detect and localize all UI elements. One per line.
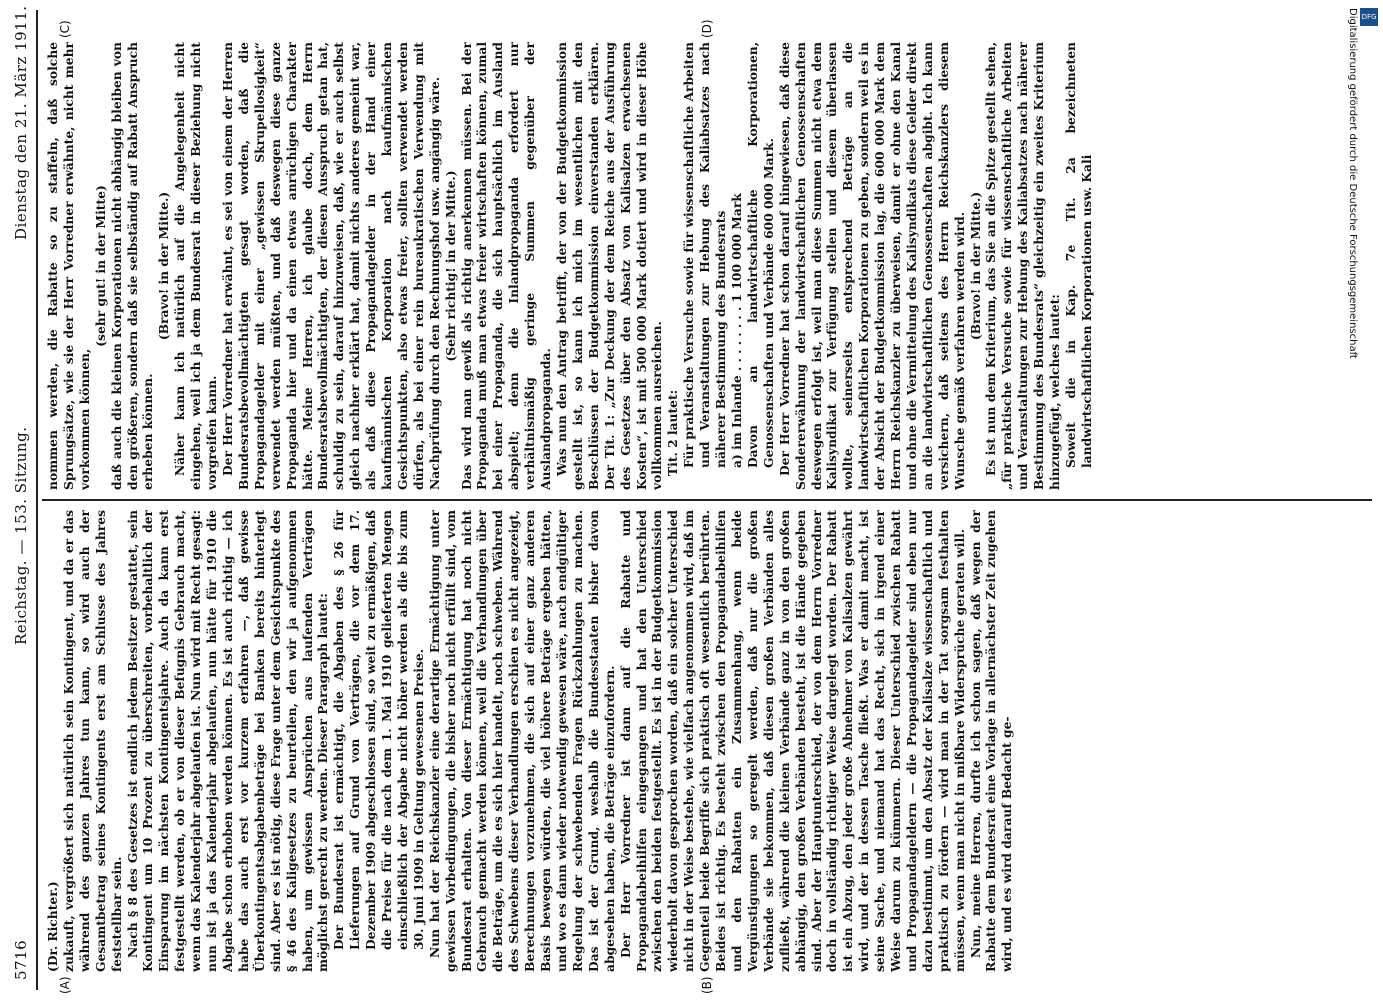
dfg-logo: DFG	[1360, 8, 1378, 26]
header-title-left: Reichstag. — 153. Sitzung.	[12, 426, 30, 645]
right-paragraph: (Bravo! in der Mitte.)	[156, 191, 172, 341]
left-paragraph: Nun, meine Herren, durfte ich schon sagen, daß wegen der Rabatte dem Bundesrat eine Vorlage in allernächster Zeit zugehen wird, und es wird darauf Bedacht ge-	[967, 510, 1015, 972]
right-paragraph: a) im Inlande . . . . . . . . 1 100 000 Mark	[728, 193, 744, 468]
column-divider	[42, 499, 1372, 501]
left-paragraph: Der Bundesrat ist ermächtigt, die Abgaben des § 26 für Lieferungen auf Grund von Verträgen, die vor dem 17. Dezember 1909 abgeschlossen sind, so weit zu ermäßigen, daß die Preise für die nach dem 1. Mai 1910 gelieferten Mengen einschließlich der Abgabe nicht höher werden als die bis zum 30. Juni 1909 in Geltung gewesenen Preise.	[331, 510, 426, 950]
right-paragraph: Tit. 2 lautet:	[665, 389, 681, 476]
right-paragraph: Der Herr Vorredner hat erwähnt, es sei von einem der Herren Bundesratsbevollmächtigten gesagt worden, daß die Propagandagelder mit einer „gewissen Skrupellosigkeit“ verwendet werden müßten, und daß deswegen diese ganze Propaganda hier und da einen etwas anrüchigen Charakter hätte. Meine Herren, ich glaube doch, dem Herrn Bundesratsbevollmächtigten, der diesen Ausspruch getan hat, schuldig zu sein, darauf hinzuweisen, daß, wie er auch selbst gleich nachher erklärt hat, damit nichts anderes gemeint war, als daß diese Propagandagelder in der Hand einer kaufmännischen Korporation nach kaufmännischen Gesichtspunkten, also etwas freier, sollten verwendet werden dürfen, als bei einer rein bureaukratischen Verwendung mit Nachprüfung durch den Rechnungshof usw. angängig wäre.	[219, 42, 442, 490]
left-paragraph: zukauft, vergrößert sich natürlich sein Kontingent, und da er das während des ganzen Jahres tun kann, so wird auch der Gesamtbetrag seines Kontingents erst am Schlusse des Jahres feststellbar sein.	[60, 510, 124, 972]
right-paragraph: Davon an landwirtschaftliche Korporationen, Genossenschaften und Verbände 600 000 Mark.	[744, 42, 776, 468]
left-paragraph: Der Herr Vorredner ist dann auf die Rabatte und Propagandabeihilfen eingegangen und hat den Unterschied zwischen den beiden festgestellt. Es ist in der Budgetkommission wiederholt davon gesprochen worden, daß ein solcher Unterschied nicht in der Weise bestehe, wie vielfach angenommen wird, daß im Gegenteil beide Begriffe sich praktisch oft wesentlich berührten. Beides ist richtig. Es besteht zwischen den Propagandabeihilfen und den Rabatten ein Zusammenhang, wenn beide Vergünstigungen so geregelt werden, daß nur die großen Verbände sie bekommen, daß diesen großen Verbänden alles zufließt, während die kleinen Verbände ganz in von den großen abhängig, den großen Verbänden besteht, ist die Hände gegeben sind. Aber der Hauptunterschied, der von dem Herrn Vorredner doch in vollständig richtiger Weise dargelegt worden. Der Rabatt ist ein Abzug, den jeder große Abnehmer von Kalisalzen gewährt wird, und der in dessen Tasche fließt. Was er damit macht, ist seine Sache, und niemand hat das Recht, sich in irgend einer Weise darum zu kümmern. Dieser Unterschied zwischen Rabatt und Propagandageldern — die Propagandagelder sind eben nur dazu bestimmt, um den Absatz der Kalisalze wissenschaftlich und praktisch zu fördern — wird man in der Tat sorgsam festhalten müssen, wenn man nicht in mißbare Widersprüche geraten will.	[617, 510, 967, 972]
text-column-right	[45, 42, 1375, 490]
left-paragraph: Nach § 8 des Gesetzes ist endlich jedem Besitzer gestattet, sein Kontingent um 10 Prozent zu überschreiten, vorbehaltlich der Einsparung im nächsten Kontingentsjahre. Auch da kann erst festgestellt werden, ob er von dieser Befugnis Gebrauch macht, wenn das Kalenderjahr abgelaufen ist. Nun wird mit Recht gesagt: nun ist ja das Kalenderjahr abgelaufen, nun hätte für 1910 die Abgabe schon erhoben werden können. Es ist auch richtig — ich habe das auch erst vor kurzem erfahren —, daß gewisse Überkontingentsabgabenbeträge bei Banken bereits hinterlegt sind. Aber es ist nötig, diese Frage unter dem Gesichtspunkte des § 46 des Kaligesetzes zu beurteilen, den wir ja aufgenommen haben, um gewissen Ansprüchen aus laufenden Verträgen möglichst gerecht zu werden. Dieser Paragraph lautet:	[124, 510, 331, 972]
margin-mark-c: (C)	[58, 20, 72, 38]
margin-mark-a: (A)	[58, 976, 72, 994]
text-column-left	[45, 510, 1375, 972]
digitization-note-text: Digitalisierung gefördert durch die Deutsche Forschungsgemeinschaft	[1347, 8, 1358, 359]
right-paragraph: (Sehr richtig! in der Mitte.)	[442, 170, 458, 362]
header-title-right: Dienstag den 21. März 1911.	[12, 5, 30, 240]
right-paragraph: (sehr gut! in der Mitte)	[92, 185, 108, 347]
right-paragraph: Was nun den Antrag betrifft, der von der Budgetkommission gestellt ist, so kann ich mich im wesentlichen mit den Beschlüssen der Budgetkommission einverstanden erklären. Der Tit. 1: „Zur Deckung der dem Reiche aus der Ausführung des Gesetzes über den Absatz von Kalisalzen erwachsenen Kosten“, ist mit 500 000 Mark dotiert und wird in dieser Höhe vollkommen ausreichen.	[554, 42, 665, 490]
page-number: 5716	[12, 939, 30, 980]
right-paragraph: Für praktische Versuche sowie für wissenschaftliche Arbeiten und Veranstaltungen zur Hebung des Kaliabsatzes nach näherer Bestimmung des Bundesrats	[681, 42, 729, 468]
margin-mark-b: (B)	[700, 976, 714, 994]
right-paragraph: Soweit die in Kap. 7e Tit. 2a bezeichneten landwirtschaftlichen Korporationen usw. Kali	[1063, 42, 1094, 468]
right-paragraph: Der Herr Vorredner hat schon darauf hingewiesen, daß diese Sondererwähnung der landwirtschaftlichen Genossenschaften deswegen erfolgt ist, weil man diese Summen nicht etwa dem Kalisyndikat zur Verfügung stellen und diesem überlassen wollte, seinerseits entsprechend Beträge an die landwirtschaftlichen Korporationen zu geben, sondern weil es in der Absicht der Budgetkommission lag, die 600 000 Mark dem Herrn Reichskanzler zu überweisen, damit er ohne den Kanal und ohne die Vermittelung des Kalisyndikats diese Gelder direkt an die landwirtschaftlichen Genossenschaften abgibt. Ich kann versichern, daß seitens des Herrn Reichskanzlers diesem Wunsche gemäß verfahren werden wird.	[776, 42, 967, 490]
digitization-note	[1338, 8, 1366, 993]
margin-mark-d: (D)	[700, 19, 714, 38]
right-paragraph: daß auch die kleinen Korporationen nicht abhängig bleiben von den größeren, sondern daß sie selbständig auf Rabatt Anspruch erheben können.	[108, 42, 156, 490]
right-paragraph: Das wird man gewiß als richtig anerkennen müssen. Bei der Propaganda muß man etwas freier wirtschaften können, zumal bei einer Propaganda, die sich hauptsächlich im Ausland abspielt; denn die Inlandpropaganda erfordert nur verhältnismäßig geringe Summen gegenüber der Auslandpropaganda.	[458, 42, 554, 490]
right-paragraph: Es ist nun dem Kriterium, das Sie an die Spitze gestellt sehen, „für praktische Versuche sowie für wissenschaftliche Arbeiten und Veranstaltungen zur Hebung des Kaliabsatzes nach näherer Bestimmung des Bundesrats“ gleichzeitig ein zweites Kriterium hinzugefügt, welches lautet:	[983, 42, 1063, 490]
right-paragraph: Näher kann ich natürlich auf die Angelegenheit nicht eingehen, weil ich ja dem Bundesrat in dieser Beziehung nicht vorgreifen kann.	[172, 42, 220, 490]
right-paragraph: (Bravo! in der Mitte.)	[967, 191, 983, 341]
right-paragraph: nommen werden, die Rabatte so zu staffeln, daß solche Sprungsätze, wie sie der Herr Vorredner erwähnte, nicht mehr vorkommen können,	[45, 42, 92, 490]
left-paragraph: (Dr. Richter.)	[45, 881, 60, 972]
header-rule	[36, 10, 38, 990]
left-paragraph: Nun hat der Reichskanzler eine derartige Ermächtigung unter gewissen Vorbedingungen, die bisher noch nicht erfüllt sind, vom Bundesrat erhalten. Von dieser Ermächtigung hat noch nicht Gebrauch gemacht werden können, weil die Verhandlungen über die Beträge, um die es sich hier handelt, noch schweben. Während des Schwebens dieser Verhandlungen erschien es nicht angezeigt, Berechnungen vorzunehmen, die sich auf einer ganz anderen Basis bewegen würden, die viel höhere Beträge ergeben hätten, und wo es dann wieder notwendig gewesen wäre, nach endgültiger Regelung der schwebenden Fragen Rückzahlungen zu machen. Das ist der Grund, weshalb die Bundesstaaten bisher davon abgesehen haben, die Beträge einzufordern.	[426, 510, 617, 972]
